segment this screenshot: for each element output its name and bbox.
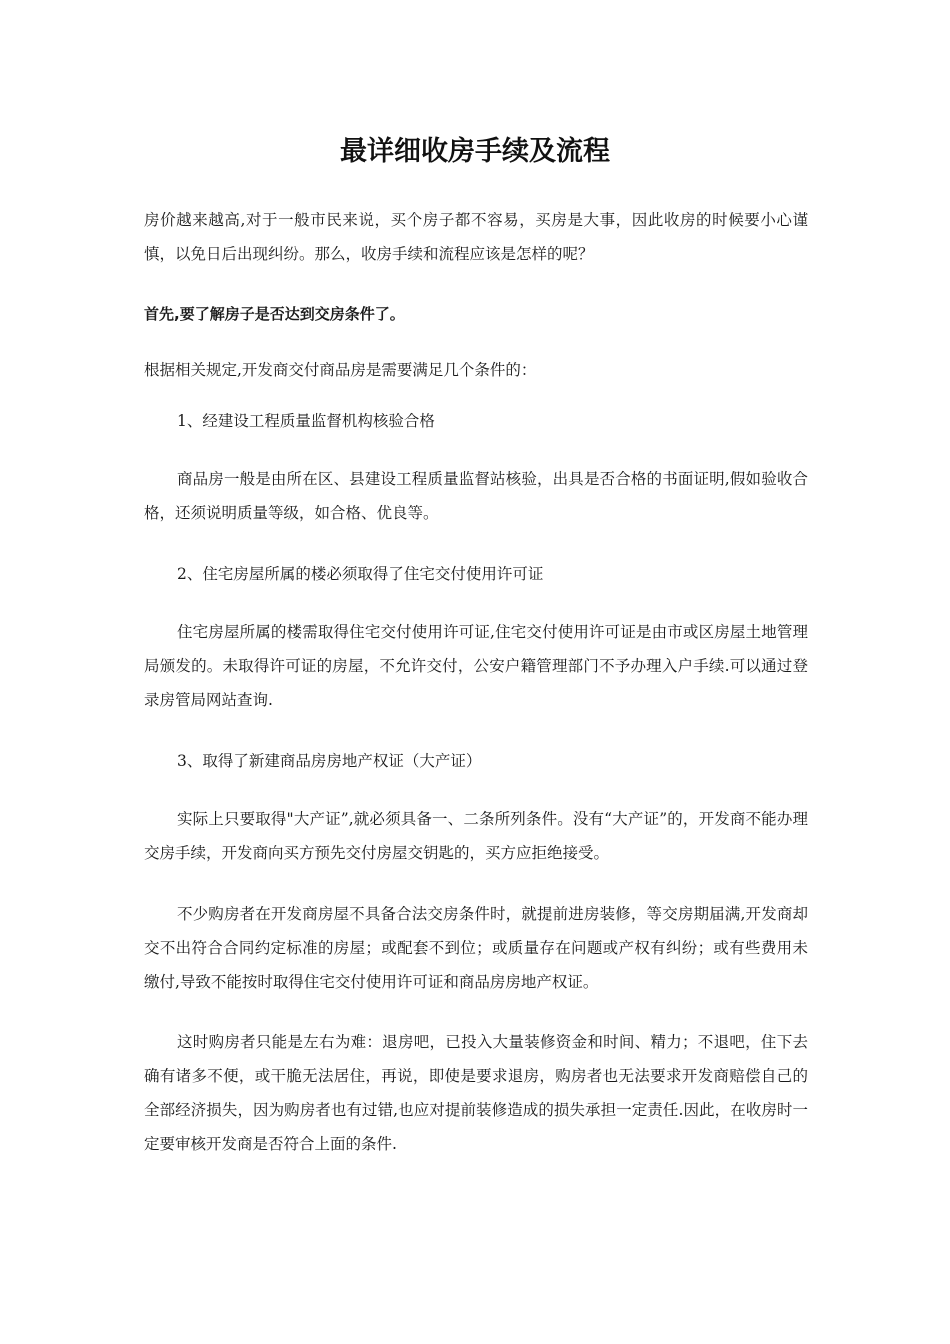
document-title: 最详细收房手续及流程: [340, 136, 610, 167]
condition-1-heading: 1、经建设工程质量监督机构核验合格: [177, 412, 435, 430]
condition-3-heading: 3、取得了新建商品房房地产权证（大产证）: [177, 752, 482, 770]
early-renovation-paragraph: 不少购房者在开发商房屋不具备合法交房条件时，就提前进房装修，等交房期届满,开发商却交不出符合合同约定标准的房屋；或配套不到位；或质量存在问题或产权有纠纷；或有些费用未缴付,导致不能按时取得住宅交付使用许可证和商品房房地产权证。: [144, 905, 808, 991]
intro-paragraph: 房价越来越高,对于一般市民来说，买个房子都不容易，买房是大事，因此收房的时候要小心谨慎，以免日后出现纠纷。那么，收房手续和流程应该是怎样的呢？: [144, 211, 808, 263]
condition-2-heading: 2、住宅房屋所属的楼必须取得了住宅交付使用许可证: [177, 565, 544, 583]
conditions-intro-paragraph: 根据相关规定,开发商交付商品房是需要满足几个条件的：: [144, 361, 537, 379]
section-heading: 首先,要了解房子是否达到交房条件了。: [144, 305, 405, 323]
condition-3-paragraph: 实际上只要取得"大产证”,就必须具备一、二条所列条件。没有“大产证”的，开发商不能办理交房手续，开发商向买方预先交付房屋交钥匙的，买方应拒绝接受。: [144, 810, 808, 862]
dilemma-paragraph: 这时购房者只能是左右为难：退房吧，已投入大量装修资金和时间、精力；不退吧，住下去确有诸多不便，或干脆无法居住，再说，即使是要求退房，购房者也无法要求开发商赔偿自己的全部经济损失，因为购房者也有过错,也应对提前装修造成的损失承担一定责任.因此，在收房时一定要审核开发商是否符合上面的条件.: [144, 1033, 808, 1153]
condition-2-paragraph: 住宅房屋所属的楼需取得住宅交付使用许可证,住宅交付使用许可证是由市或区房屋土地管理局颁发的。未取得许可证的房屋，不允许交付，公安户籍管理部门不予办理入户手续.可以通过登录房管局网站查询.: [144, 623, 808, 709]
condition-1-paragraph: 商品房一般是由所在区、县建设工程质量监督站核验，出具是否合格的书面证明,假如验收合格，还须说明质量等级，如合格、优良等。: [144, 470, 808, 522]
